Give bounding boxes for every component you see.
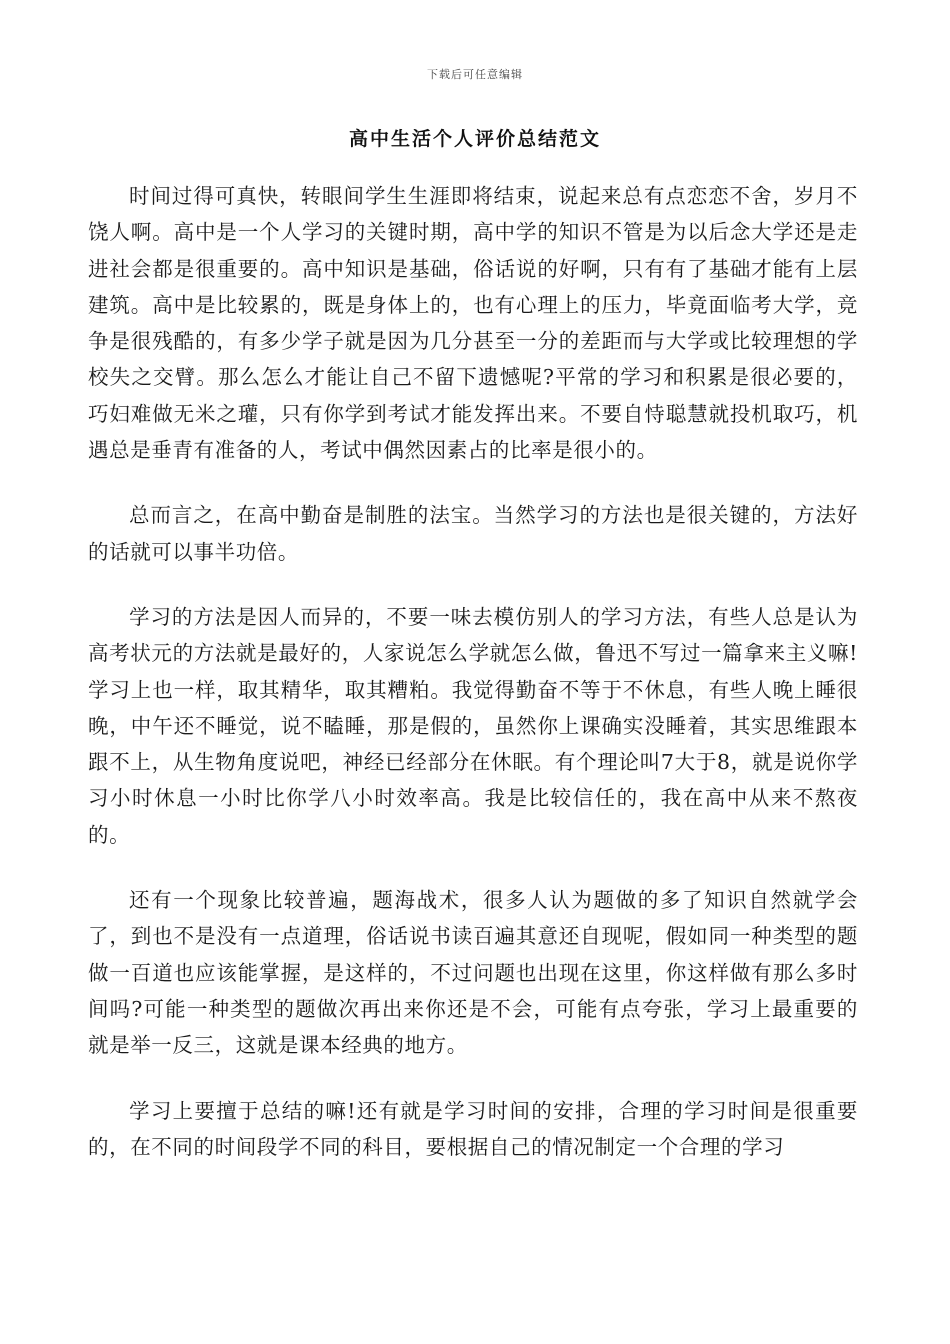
paragraph: 学习上要擅于总结的嘛!还有就是学习时间的安排，合理的学习时间是很重要的，在不同的时间段学不同的科目，要根据自己的情况制定一个合理的学习 [88,1098,858,1159]
paragraph: 时间过得可真快，转眼间学生生涯即将结束，说起来总有点恋恋不舍，岁月不饶人啊。高中是一个人学习的关键时期，高中学的知识不管是为以后念大学还是走进社会都是很重要的。高中知识是基础，俗话说的好啊，只有有了基础才能有上层建筑。高中是比较累的，既是身体上的，也有心理上的压力，毕竟面临考大学，竞争是很残酷的，有多少学子就是因为几分甚至一分的差距而与大学或比较理想的学校失之交臂。那么怎么才能让自己不留下遗憾呢?平常的学习和积累是很必要的，巧妇难做无米之瓘，只有你学到考试才能发挥出来。不要自恃聪慧就投机取巧，机遇总是垂青有准备的人，考试中偶然因素占的比率是很小的。 [88,184,858,463]
paragraph: 学习的方法是因人而异的，不要一味去模仿别人的学习方法，有些人总是认为高考状元的方法就是最好的，人家说怎么学就怎么做，鲁迅不写过一篇拿来主义嘛!学习上也一样，取其精华，取其糟粕。我觉得勤奋不等于不休息，有些人晚上睡很晚，中午还不睡觉，说不瞌睡，那是假的，虽然你上课确实没睡着，其实思维跟本跟不上，从生物角度说吧，神经已经部分在休眠。有个理论叫7大于8，就是说你学习小时休息一小时比你学八小时效率高。我是比较信任的，我在高中从来不熬夜的。 [88,604,858,847]
document-title: 高中生活个人评价总结范文 [348,128,601,150]
paragraph: 还有一个现象比较普遍，题海战术，很多人认为题做的多了知识自然就学会了，到也不是没有一点道理，俗话说书读百遍其意还自现呢，假如同一种类型的题做一百道也应该能掌握，是这样的，不过问题也出现在这里，你这样做有那么多时间吗?可能一种类型的题做次再出来你还是不会，可能有点夸张，学习上最重要的就是举一反三，这就是课本经典的地方。 [88,888,858,1058]
header-note: 下载后可任意编辑 [427,68,523,81]
paragraph: 总而言之，在高中勤奋是制胜的法宝。当然学习的方法也是很关键的，方法好的话就可以事半功倍。 [88,503,858,564]
document-body [88,178,858,1194]
